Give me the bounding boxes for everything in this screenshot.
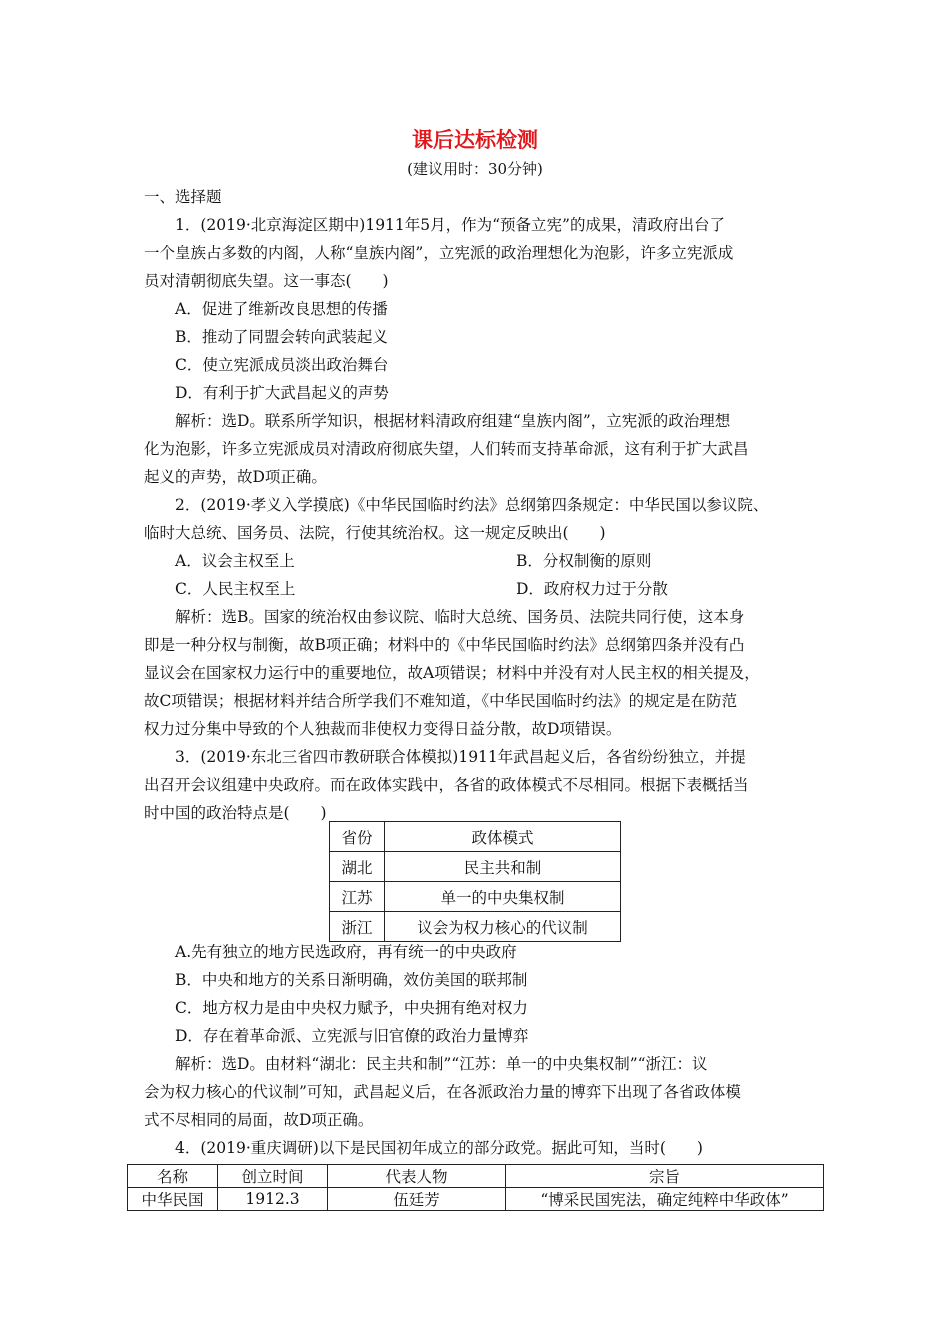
table-row (330, 912, 621, 942)
table-row (128, 1188, 824, 1211)
q3-option-b: B．中央和地方的关系日渐明确，效仿美国的联邦制 (175, 971, 528, 989)
table-header-cell: 政体模式 (385, 822, 621, 852)
q1-option-c: C．使立宪派成员淡出政治舞台 (175, 356, 389, 374)
table-cell: 伍廷芳 (328, 1188, 506, 1211)
table-cell: 湖北 (330, 852, 385, 882)
q2-option-b: B．分权制衡的原则 (516, 552, 652, 570)
q2-stem-line: 临时大总统、国务员、法院，行使其统治权。这一规定反映出( ) (144, 524, 606, 542)
q3-option-c: C．地方权力是由中央权力赋予，中央拥有绝对权力 (175, 999, 528, 1017)
q3-stem-line: 时中国的政治特点是( ) (144, 804, 327, 822)
q3-analysis-line: 式不尽相同的局面，故D项正确。 (144, 1111, 374, 1129)
table-header-cell: 代表人物 (328, 1165, 506, 1188)
q1-stem-line: 1．(2019·北京海淀区期中)1911年5月，作为“预备立宪”的成果，清政府出台了 (175, 216, 725, 234)
q1-analysis-line: 化为泡影，许多立宪派成员对清政府彻底失望，人们转而支持革命派，这有利于扩大武昌 (144, 440, 749, 458)
q2-analysis-line: 权力过分集中导致的个人独裁而非使权力变得日益分散，故D项错误。 (144, 720, 622, 738)
table-header-row (128, 1165, 824, 1188)
table-cell: “博采民国宪法，确定纯粹中华政体” (506, 1188, 824, 1211)
table-cell: 中华民国 (128, 1188, 218, 1211)
table-row (330, 882, 621, 912)
q2-option-d: D．政府权力过于分散 (516, 580, 668, 598)
q3-analysis-line: 会为权力核心的代议制”可知，武昌起义后，在各派政治力量的博弈下出现了各省政体模 (144, 1083, 741, 1101)
table-cell: 江苏 (330, 882, 385, 912)
table-header-cell: 创立时间 (218, 1165, 328, 1188)
q2-analysis-line: 即是一种分权与制衡，故B项正确；材料中的《中华民国临时约法》总纲第四条并没有凸 (144, 636, 745, 654)
q2-option-c: C．人民主权至上 (175, 580, 296, 598)
q3-stem-line: 3．(2019·东北三省四市教研联合体模拟)1911年武昌起义后，各省纷纷独立，并提 (175, 748, 746, 766)
q3-option-a: A.先有独立的地方民选政府，再有统一的中央政府 (175, 943, 517, 961)
table-cell: 1912.3 (218, 1188, 328, 1211)
q2-option-a: A．议会主权至上 (175, 552, 295, 570)
q1-stem-line: 一个皇族占多数的内阁，人称“皇族内阁”，立宪派的政治理想化为泡影，许多立宪派成 (144, 244, 734, 262)
q1-option-a: A．促进了维新改良思想的传播 (175, 300, 388, 318)
q1-analysis-line: 起义的声势，故D项正确。 (144, 468, 327, 486)
section-heading: 一、选择题 (144, 188, 222, 206)
q1-stem-line: 员对清朝彻底失望。这一事态( ) (144, 272, 389, 290)
q2-analysis-line: 显议会在国家权力运行中的重要地位，故A项错误；材料中并没有对人民主权的相关提及， (144, 664, 760, 682)
q3-stem-line: 出召开会议组建中央政府。而在政体实践中，各省的政体模式不尽相同。根据下表概括当 (144, 776, 749, 794)
q1-option-d: D．有利于扩大武昌起义的声势 (175, 384, 389, 402)
table-row (330, 852, 621, 882)
q3-analysis-line: 解析：选D。由材料“湖北：民主共和制”“江苏：单一的中央集权制”“浙江：议 (175, 1055, 708, 1073)
q2-analysis-line: 解析：选B。国家的统治权由参议院、临时大总统、国务员、法院共同行使，这本身 (175, 608, 745, 626)
table-header-row (330, 822, 621, 852)
table-cell: 议会为权力核心的代议制 (385, 912, 621, 942)
q1-option-b: B．推动了同盟会转向武装起义 (175, 328, 388, 346)
table-header-cell: 名称 (128, 1165, 218, 1188)
q2-analysis-line: 故C项错误；根据材料并结合所学我们不难知道，《中华民国临时约法》的规定是在防范 (144, 692, 738, 710)
table-cell: 单一的中央集权制 (385, 882, 621, 912)
q3-option-d: D．存在着革命派、立宪派与旧官僚的政治力量博弈 (175, 1027, 529, 1045)
table-header-cell: 省份 (330, 822, 385, 852)
q3-province-table (329, 821, 621, 942)
q4-party-table (127, 1164, 824, 1211)
table-header-cell: 宗旨 (506, 1165, 824, 1188)
q2-stem-line: 2．(2019·孝义入学摸底)《中华民国临时约法》总纲第四条规定：中华民国以参议院、 (175, 496, 769, 514)
q1-analysis-line: 解析：选D。联系所学知识，根据材料清政府组建“皇族内阁”，立宪派的政治理想 (175, 412, 731, 430)
q4-stem-line: 4．(2019·重庆调研)以下是民国初年成立的部分政党。据此可知，当时( ) (175, 1139, 703, 1157)
table-cell: 浙江 (330, 912, 385, 942)
page-subtitle: (建议用时：30分钟) (407, 160, 543, 178)
table-cell: 民主共和制 (385, 852, 621, 882)
page-title: 课后达标检测 (412, 128, 538, 152)
